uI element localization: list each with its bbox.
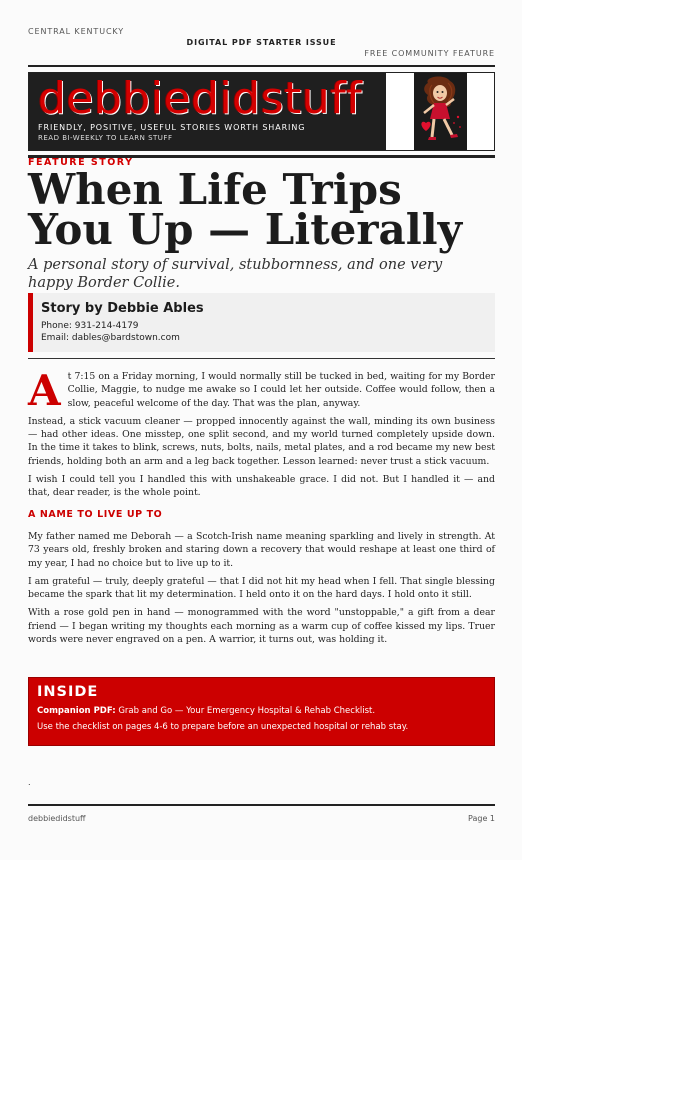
footer-brand: debbiedidstuff (28, 814, 86, 823)
drop-cap: A (28, 366, 61, 415)
brand-title: debbiedidstuff (38, 73, 363, 124)
paragraph-3: I wish I could tell you I handled this with unshakeable grace. I did not. But I handled it — and that, dear reader, is the whole point. (28, 474, 495, 499)
header-rule (28, 65, 495, 67)
checklist-note: Use the checklist on pages 4-6 to prepare before an unexpected hospital or rehab stay. (37, 722, 409, 732)
cartoon-woman-with-red-heart-icon (414, 73, 467, 150)
brand-subtagline: READ BI-WEEKLY TO LEARN STUFF (38, 134, 173, 142)
footer-rule (28, 804, 495, 806)
companion-pdf-text: Grab and Go — Your Emergency Hospital & Rehab Checklist. (118, 706, 376, 716)
paragraph-2: Instead, a stick vacuum cleaner — propped innocently against the wall, minding its own business — had other ideas. One misstep, one split second, and my world turned completely upside down. In the time it takes to blink, screws, nuts, bolts, nails, metal plates, and a rod became my new best friends, holding both an arm and a leg back together. Lesson learned: never trust a stick vacuum. (28, 415, 496, 467)
stray-dot: . (28, 778, 31, 787)
author-phone: Phone: 931-214-4179 (41, 321, 139, 331)
byline-box (28, 293, 495, 352)
feature-kicker: FEATURE STORY (28, 157, 134, 168)
issue-label: DIGITAL PDF STARTER ISSUE (186, 38, 337, 47)
mascot-illustration (414, 73, 467, 150)
section-subhead: A NAME TO LIVE UP TO (28, 508, 163, 520)
masthead-banner (29, 73, 386, 150)
region-label: CENTRAL KENTUCKY (28, 27, 125, 36)
inside-title: INSIDE (37, 684, 99, 700)
feature-label: FREE COMMUNITY FEATURE (364, 49, 495, 58)
paragraph-1-text: t 7:15 on a Friday morning, I would normally still be tucked in bed, waiting for my Border Collie, Maggie, to nudge me awake so I could let her outside. Coffee would follow, then a slow, peaceful welcome of the day. That was the plan, anyway. (67, 371, 495, 409)
byline-accent-bar (28, 293, 33, 352)
author-email: Email: dables@bardstown.com (41, 333, 180, 343)
paragraph-1 (28, 366, 495, 415)
article-body (28, 366, 496, 651)
companion-pdf-line (37, 706, 375, 716)
body-rule (28, 358, 495, 359)
article-dek: A personal story of survival, stubbornness, and one very happy Border Collie. (28, 257, 443, 291)
article-headline: When Life Trips You Up — Literally (28, 165, 463, 254)
paragraph-4: My father named me Deborah — a Scotch-Irish name meaning sparkling and lively in strength. At 73 years old, freshly broken and staring down a recovery that would reshape at least one third of my year, I had no choice but to live up to it. (28, 530, 495, 569)
author-name: Story by Debbie Ables (41, 301, 204, 316)
inside-callout (28, 677, 495, 746)
masthead (28, 72, 495, 151)
paragraph-5: I am grateful — truly, deeply grateful — that I did not hit my head when I fell. That single blessing became the spark that lit my determination. I held onto it on the hard days. I hold onto it still. (28, 575, 495, 601)
companion-pdf-label: Companion PDF: (37, 706, 116, 716)
page-number: Page 1 (468, 814, 495, 823)
paragraph-6: With a rose gold pen in hand — monogrammed with the word "unstoppable," a gift from a dear friend — I began writing my thoughts each morning as a warm cup of coffee kissed my lips. Truer words were never engraved on a pen. A warrior, it turns out, was holding it. (28, 607, 495, 646)
brand-tagline: FRIENDLY, POSITIVE, USEFUL STORIES WORTH SHARING (38, 123, 306, 132)
